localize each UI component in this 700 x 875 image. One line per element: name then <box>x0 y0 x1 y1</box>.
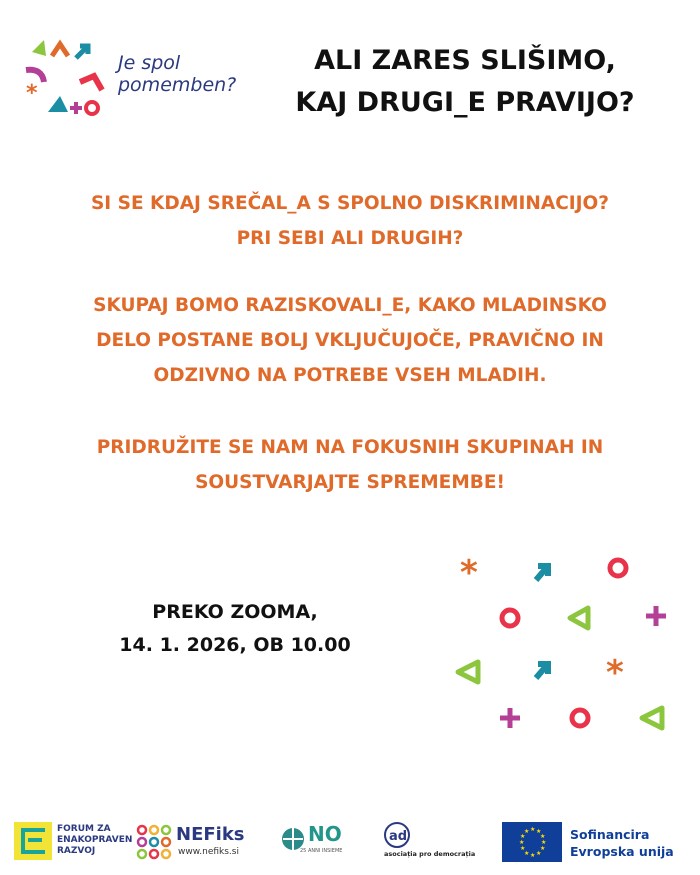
orange-asterisk-icon <box>460 553 478 593</box>
forum-logo-icon <box>14 822 52 860</box>
svg-text:★: ★ <box>519 839 525 846</box>
green-triangle-icon <box>642 708 662 728</box>
cta-line2: SOUSTVARJAJTE SPREMEMBE! <box>195 472 505 493</box>
eu-line2: Evropska unija <box>570 844 674 859</box>
svg-text:★: ★ <box>520 845 526 852</box>
paragraph-text <box>20 288 680 393</box>
orange-asterisk-icon <box>606 653 624 693</box>
forum-line2: ENAKOPRAVEN <box>57 835 133 845</box>
svg-text:★: ★ <box>530 826 536 833</box>
eu-cofunded-text <box>570 826 674 860</box>
apd-logo-icon <box>382 820 412 850</box>
forum-line3: RAZVOJ <box>57 846 96 856</box>
svg-text:★: ★ <box>536 850 542 857</box>
svg-text:★: ★ <box>520 833 526 840</box>
date-line1: PREKO ZOOMA, <box>152 601 318 623</box>
pink-ring-icon <box>610 560 626 576</box>
logo-text-line1: Je spol <box>118 52 181 74</box>
no-logo-subtext: 25 ANNI INSIEME <box>300 848 343 854</box>
question-line1: SI SE KDAJ SREČAL_A S SPOLNO DISKRIMINACIJO? <box>90 193 610 214</box>
pink-ring-icon <box>572 710 588 726</box>
question-line2: PRI SEBI ALI DRUGIH? <box>236 228 464 249</box>
logo-text-line2: pomemben? <box>118 74 237 96</box>
svg-text:★: ★ <box>536 828 542 835</box>
svg-text:*: * <box>460 553 478 593</box>
partner-logos <box>0 810 700 870</box>
teal-triangle-icon <box>48 96 68 112</box>
cta-line1: PRIDRUŽITE SE NAM NA FOKUSNIH SKUPINAH IN <box>96 437 604 458</box>
teal-arrow-icon <box>76 46 88 58</box>
magenta-plus-icon <box>646 606 666 626</box>
green-triangle-icon <box>570 608 588 628</box>
green-triangle-icon <box>32 40 46 56</box>
green-triangle-icon <box>458 662 478 682</box>
svg-text:★: ★ <box>530 852 536 859</box>
je-spol-pomemben-logo <box>22 38 106 122</box>
para-line1: SKUPAJ BOMO RAZISKOVALI_E, KAKO MLADINSKO <box>93 295 607 316</box>
svg-text:*: * <box>26 81 38 106</box>
eu-line1: Sofinancira <box>570 827 650 842</box>
magenta-plus-icon <box>70 102 82 114</box>
logo-tagline <box>118 52 236 96</box>
forum-logo-text <box>57 824 132 857</box>
orange-asterisk-icon <box>26 81 38 106</box>
nefiks-name: NEFiks <box>176 824 245 845</box>
magenta-plus-icon <box>500 708 520 728</box>
forum-line1: FORUM ZA <box>57 824 111 834</box>
pink-chevron-icon <box>80 76 102 90</box>
apd-logo-text: asociația pro democrația <box>384 850 476 858</box>
teal-arrow-icon <box>536 664 548 678</box>
date-line2: 14. 1. 2026, OB 10.00 <box>119 634 351 656</box>
eu-flag-icon <box>502 822 562 862</box>
decorative-shapes <box>440 550 690 750</box>
pink-ring-icon <box>86 102 98 114</box>
svg-text:★: ★ <box>540 833 546 840</box>
nefiks-url: www.nefiks.si <box>178 847 239 857</box>
no-logo-text: NO <box>308 822 342 846</box>
page-title <box>250 40 680 124</box>
svg-text:★: ★ <box>524 828 530 835</box>
pink-ring-icon <box>502 610 518 626</box>
question-text <box>20 186 680 256</box>
nefiks-circles-icon <box>136 824 172 860</box>
svg-text:ad: ad <box>389 829 408 844</box>
svg-text:★: ★ <box>541 839 547 846</box>
svg-text:★: ★ <box>540 845 546 852</box>
para-line3: ODZIVNO NA POTREBE VSEH MLADIH. <box>153 365 547 386</box>
event-date <box>90 596 380 662</box>
para-line2: DELO POSTANE BOLJ VKLJUČUJOČE, PRAVIČNO IN <box>96 330 604 351</box>
call-to-action-text <box>20 430 680 500</box>
title-line1: ALI ZARES SLIŠIMO, <box>314 45 616 76</box>
teal-arrow-icon <box>536 566 548 580</box>
svg-text:*: * <box>606 653 624 693</box>
title-line2: KAJ DRUGI_E PRAVIJO? <box>295 87 635 118</box>
orange-chevron-icon <box>52 44 68 56</box>
svg-text:★: ★ <box>524 850 530 857</box>
